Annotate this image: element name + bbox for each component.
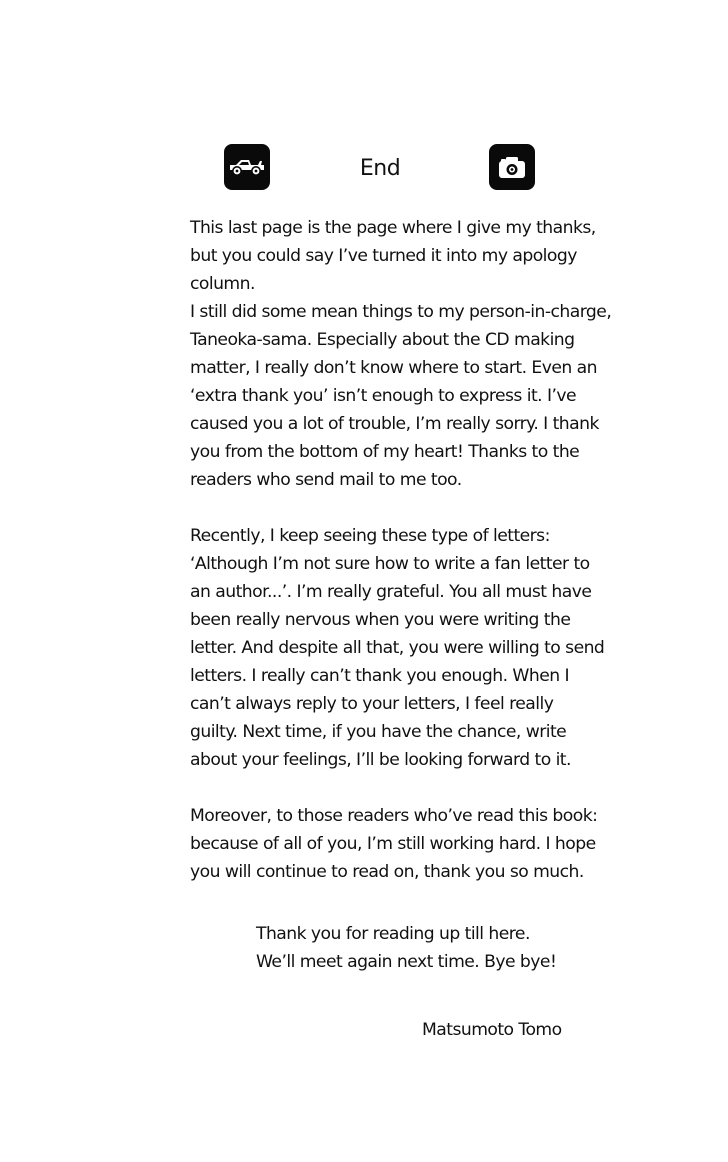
header — [224, 144, 536, 190]
text-line: Moreover, to those readers who’ve read this book: — [190, 806, 598, 826]
text-line: you from the bottom of my heart! Thanks to the — [190, 442, 580, 462]
paragraph-gap — [190, 774, 590, 802]
text-line: you will continue to read on, thank you so much. — [190, 862, 584, 882]
text-line: but you could say I’ve turned it into my apology — [190, 246, 577, 266]
text-line: guilty. Next time, if you have the chance, write — [190, 722, 567, 742]
text-line: column. — [190, 274, 255, 294]
camera-icon — [489, 144, 535, 190]
page-title: End — [359, 156, 401, 181]
text-line: Recently, I keep seeing these type of letters: — [190, 526, 550, 546]
text-line: ‘Although I’m not sure how to write a fan letter to — [190, 554, 590, 574]
text-line: can’t always reply to your letters, I feel really — [190, 694, 554, 714]
body-text — [190, 214, 612, 886]
text-line: I still did some mean things to my person-in-charge, — [190, 302, 612, 322]
text-line: matter, I really don’t know where to start. Even an — [190, 358, 597, 378]
text-line: about your feelings, I’ll be looking forward to it. — [190, 750, 571, 770]
text-line: because of all of you, I’m still working hard. I hope — [190, 834, 596, 854]
text-line: ‘extra thank you’ isn’t enough to express it. I’ve — [190, 386, 577, 406]
paragraph-gap — [190, 494, 590, 522]
closing-line: We’ll meet again next time. Bye bye! — [256, 952, 557, 972]
text-line: readers who send mail to me too. — [190, 470, 462, 490]
closing-message — [256, 920, 556, 976]
text-line: Taneoka-sama. Especially about the CD making — [190, 330, 575, 350]
closing-line: Thank you for reading up till here. — [256, 924, 530, 944]
text-line: an author...’. I’m really grateful. You all must have — [190, 582, 592, 602]
text-line: caused you a lot of trouble, I’m really sorry. I thank — [190, 414, 599, 434]
text-line: been really nervous when you were writing the — [190, 610, 571, 630]
text-line: This last page is the page where I give my thanks, — [190, 218, 596, 238]
text-line: letters. I really can’t thank you enough. When I — [190, 666, 570, 686]
author-signature: Matsumoto Tomo — [422, 1020, 562, 1040]
text-line: letter. And despite all that, you were willing to send — [190, 638, 605, 658]
